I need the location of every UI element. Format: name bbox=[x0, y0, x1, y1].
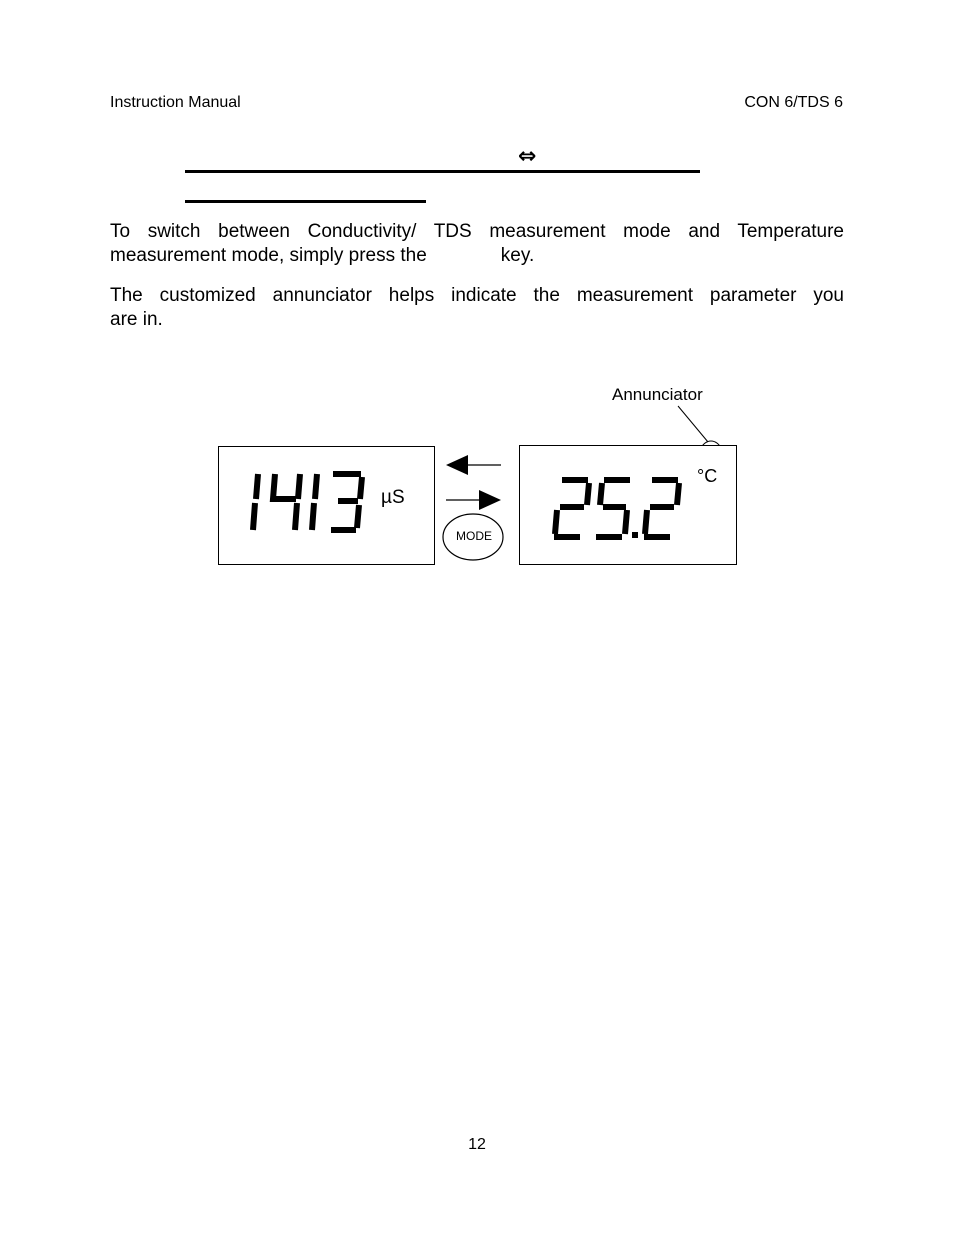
digit-2a bbox=[554, 480, 589, 537]
header-left: Instruction Manual bbox=[110, 94, 241, 111]
conductivity-unit: µS bbox=[381, 487, 405, 508]
decimal-point bbox=[632, 532, 638, 538]
page-number: 12 bbox=[468, 1136, 486, 1153]
paragraph1-line1: To switch between Conductivity/ TDS measurement mode and Temperature bbox=[110, 221, 844, 242]
mode-key-label[interactable]: MODE bbox=[456, 529, 492, 543]
annunciator-label: Annunciator bbox=[612, 385, 703, 404]
digit-2b bbox=[644, 480, 679, 537]
header-right: CON 6/TDS 6 bbox=[744, 94, 843, 111]
paragraph2-line2: are in. bbox=[110, 309, 163, 330]
paragraph1-line2-start: measurement mode, simply press the bbox=[110, 245, 427, 266]
temperature-unit: °C bbox=[697, 466, 718, 486]
double-arrow-symbol: ⇔ bbox=[518, 144, 537, 169]
paragraph1-line2-end: key. bbox=[500, 245, 535, 266]
paragraph2-line1: The customized annunciator helps indicate the measurement parameter you bbox=[110, 285, 844, 306]
digit-5 bbox=[596, 480, 630, 537]
